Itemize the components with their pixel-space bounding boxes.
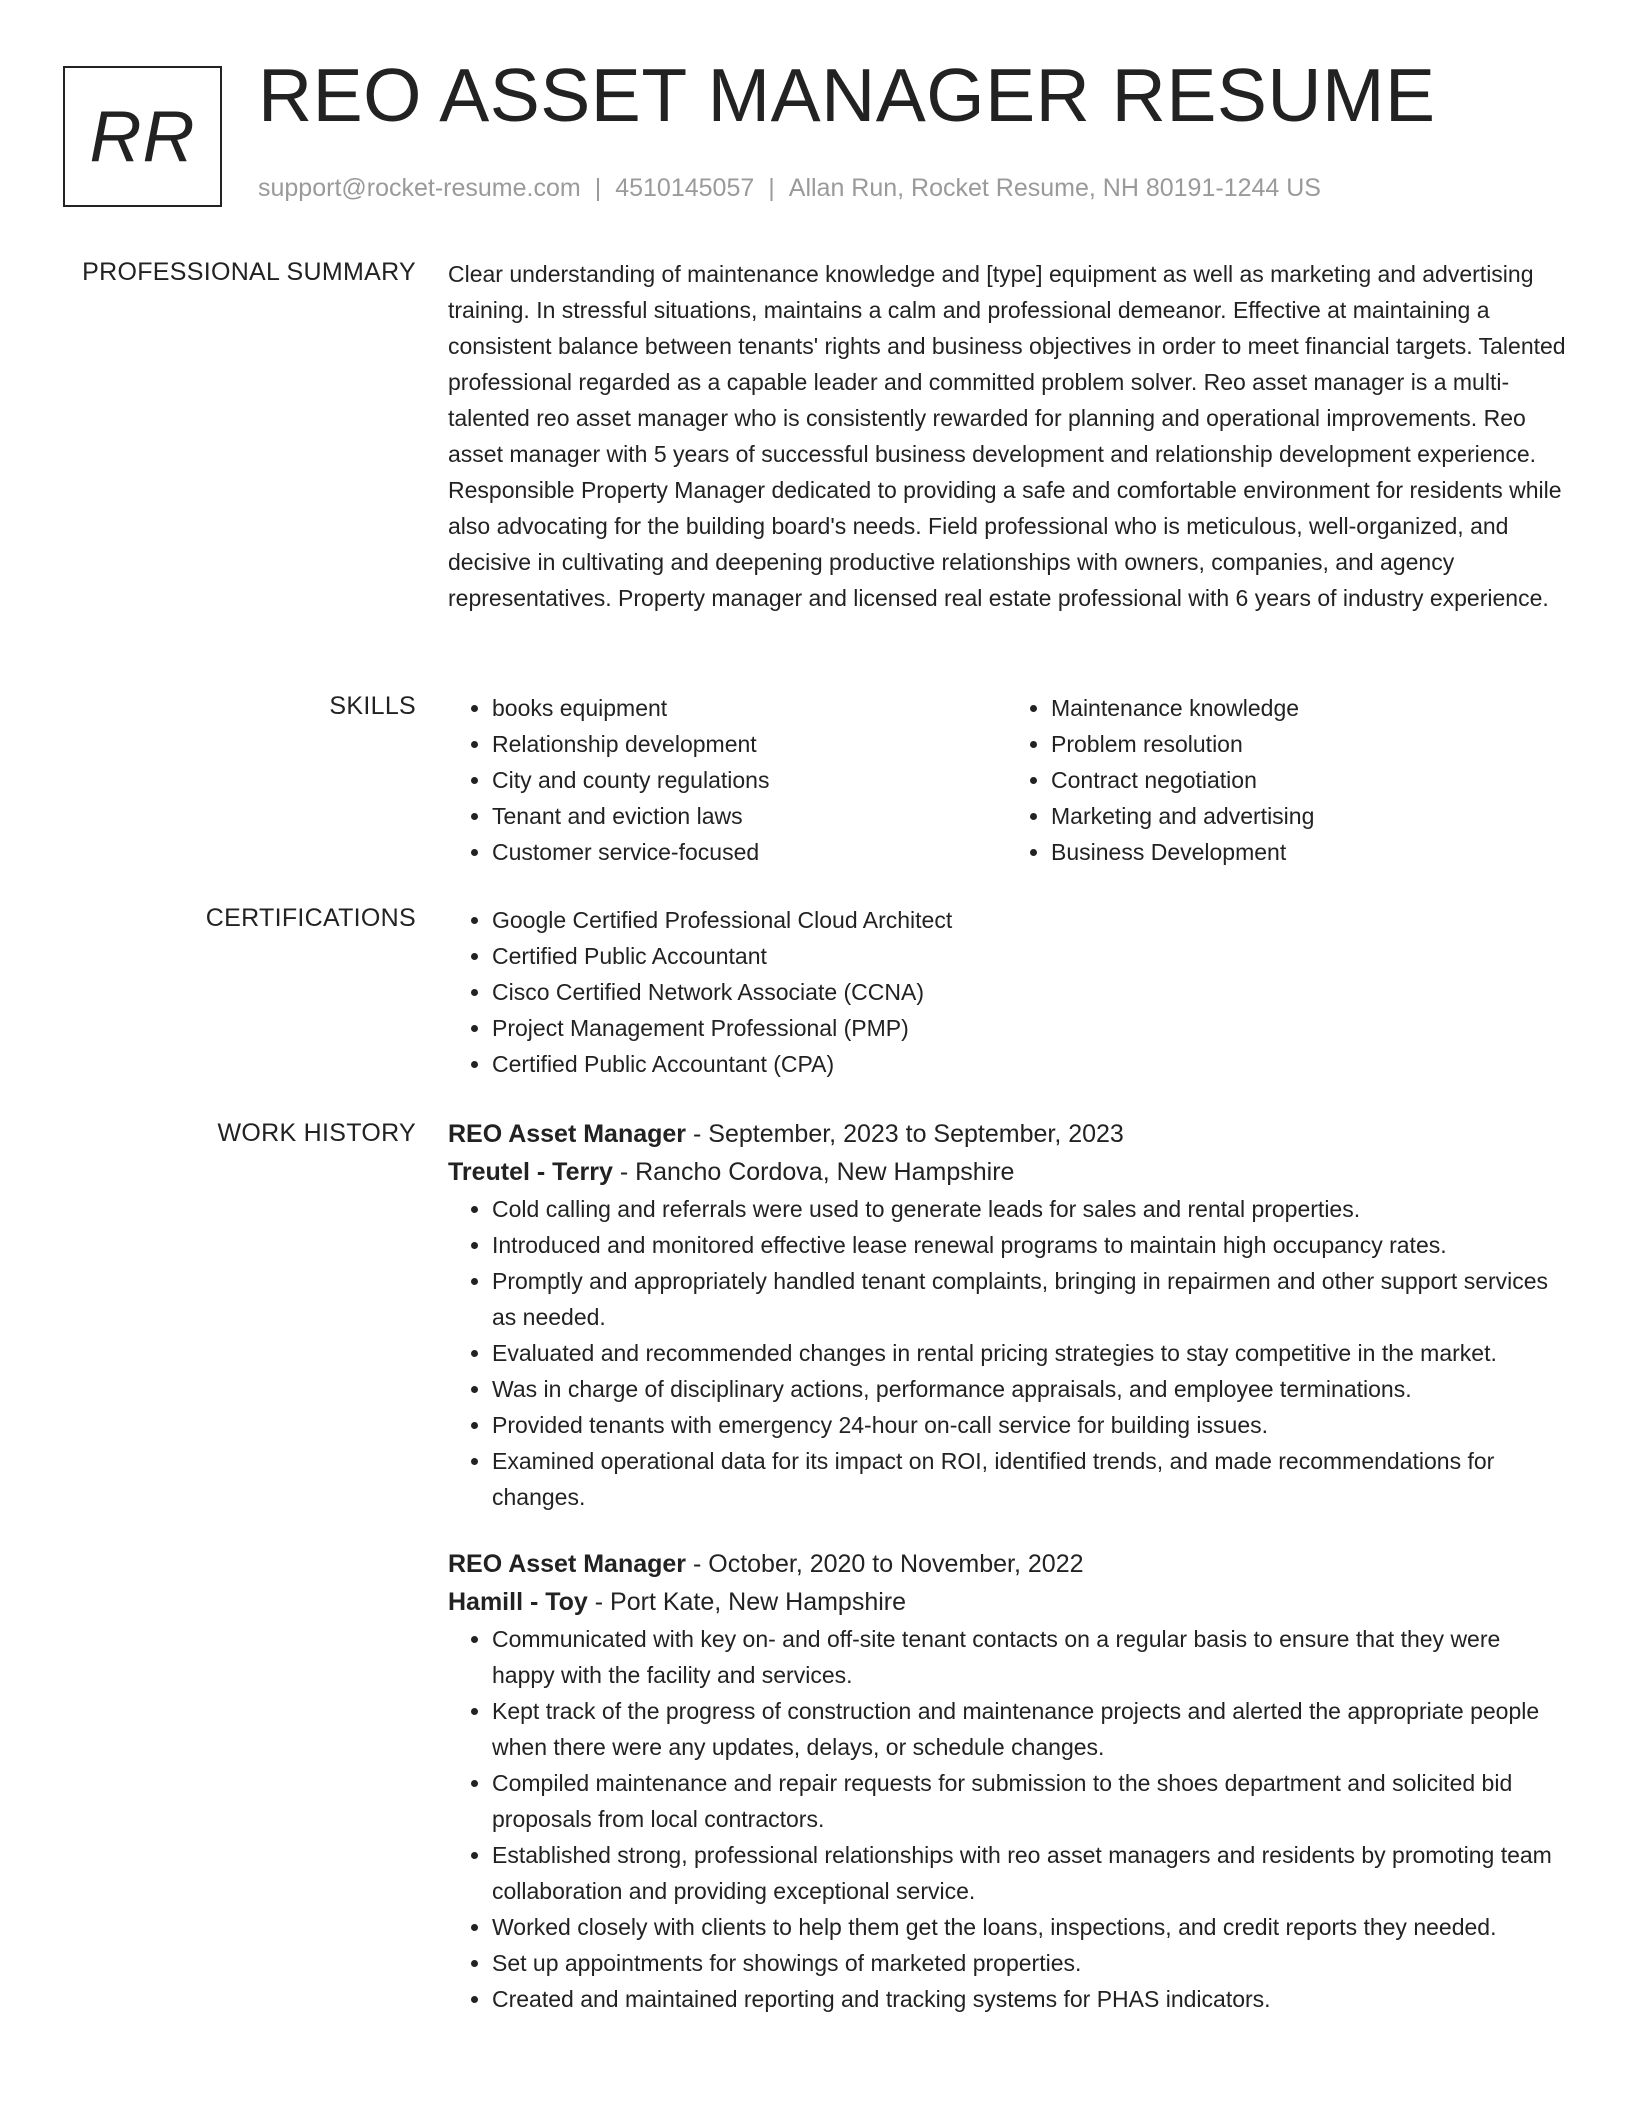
job-entry	[448, 1115, 1566, 1515]
job-bullet: • Cold calling and referrals were used to generate leads for sales and rental properties.	[492, 1191, 1566, 1227]
certification-item: • Project Management Professional (PMP)	[492, 1010, 1566, 1046]
certifications-body	[448, 902, 1566, 1082]
job-title: REO Asset Manager	[448, 1550, 687, 1578]
skills-grid	[448, 690, 1566, 870]
job-entry	[448, 1545, 1566, 2017]
skill-item: • Tenant and eviction laws	[492, 798, 1007, 834]
job-company-line	[448, 1583, 1566, 1621]
job-bullets	[448, 1191, 1566, 1515]
job-bullet: • Compiled maintenance and repair requests for submission to the shoes department and solicited bid proposals from local contractors.	[492, 1765, 1566, 1837]
job-dates: - September, 2023 to September, 2023	[686, 1120, 1124, 1148]
section-label: SKILLS	[329, 692, 416, 720]
monogram-initials: RR	[89, 96, 196, 177]
job-bullet: • Introduced and monitored effective lease renewal programs to maintain high occupancy rates.	[492, 1227, 1566, 1263]
job-dates: - October, 2020 to November, 2022	[686, 1550, 1084, 1578]
section-label: PROFESSIONAL SUMMARY	[82, 258, 416, 286]
certification-item: • Google Certified Professional Cloud Architect	[492, 902, 1566, 938]
section-label: CERTIFICATIONS	[205, 904, 416, 932]
skill-item: • Marketing and advertising	[1051, 798, 1566, 834]
job-company: Treutel - Terry	[448, 1158, 613, 1186]
contact-phone[interactable]: 4510145057	[615, 174, 755, 202]
summary-text: Clear understanding of maintenance knowledge and [type] equipment as well as marketing and advertising training. In stressful situations, maintains a calm and professional demeanor. Effective at maintaining a consistent balance between tenants' rights and business objectives in order to meet financial targets. Talented professional regarded as a capable leader and committed problem solver. Reo asset manager is a multi-talented reo asset manager who is consistently rewarded for planning and operational improvements. Reo asset manager with 5 years of successful business development and relationship development experience. Responsible Property Manager dedicated to providing a safe and comfortable environment for residents while also advocating for the building board's needs. Field professional who is meticulous, well-organized, and decisive in cultivating and deepening productive relationships with owners, companies, and agency representatives. Property manager and licensed real estate professional with 6 years of industry experience.	[448, 261, 1566, 611]
contact-email[interactable]: support@rocket-resume.com	[258, 174, 581, 202]
skill-item: • Contract negotiation	[1051, 762, 1566, 798]
contact-separator: |	[594, 174, 602, 202]
skill-item: • Maintenance knowledge	[1051, 690, 1566, 726]
job-bullet: • Set up appointments for showings of marketed properties.	[492, 1945, 1566, 1981]
skill-item: • Relationship development	[492, 726, 1007, 762]
job-title: REO Asset Manager	[448, 1120, 687, 1148]
job-bullets	[448, 1621, 1566, 2017]
job-bullet: • Kept track of the progress of construction and maintenance projects and alerted the appropriate people when there were any updates, delays, or schedule changes.	[492, 1693, 1566, 1765]
job-location: - Port Kate, New Hampshire	[587, 1588, 907, 1616]
summary-body	[448, 256, 1566, 616]
job-company-line	[448, 1153, 1566, 1191]
skill-item: • City and county regulations	[492, 762, 1007, 798]
job-bullet: • Worked closely with clients to help them get the loans, inspections, and credit reports they needed.	[492, 1909, 1566, 1945]
certification-item: • Cisco Certified Network Associate (CCNA)	[492, 974, 1566, 1010]
skills-list-right	[1007, 690, 1566, 870]
work-history-body	[448, 1115, 1566, 2017]
skill-item: • Problem resolution	[1051, 726, 1566, 762]
skills-list-left	[448, 690, 1007, 870]
job-bullet: • Promptly and appropriately handled tenant complaints, bringing in repairmen and other support services as needed.	[492, 1263, 1566, 1335]
contact-separator: |	[768, 174, 775, 202]
skill-item: • Business Development	[1051, 834, 1566, 870]
job-bullet: • Examined operational data for its impact on ROI, identified trends, and made recommendations for changes.	[492, 1443, 1566, 1515]
certification-item: • Certified Public Accountant (CPA)	[492, 1046, 1566, 1082]
job-title-line	[448, 1545, 1566, 1583]
job-location: - Rancho Cordova, New Hampshire	[612, 1158, 1015, 1186]
contact-line	[258, 174, 1321, 203]
contact-address: Allan Run, Rocket Resume, NH 80191-1244 US	[788, 174, 1321, 202]
certification-item: • Certified Public Accountant	[492, 938, 1566, 974]
monogram-badge	[63, 66, 222, 207]
job-company: Hamill - Toy	[448, 1588, 588, 1616]
job-bullet: • Established strong, professional relationships with reo asset managers and residents by promoting team collaboration and providing exceptional service.	[492, 1837, 1566, 1909]
job-bullet: • Provided tenants with emergency 24-hour on-call service for building issues.	[492, 1407, 1566, 1443]
job-bullet: • Created and maintained reporting and tracking systems for PHAS indicators.	[492, 1981, 1566, 2017]
job-bullet: • Was in charge of disciplinary actions, performance appraisals, and employee terminations.	[492, 1371, 1566, 1407]
section-label: WORK HISTORY	[217, 1119, 416, 1147]
skill-item: • Customer service-focused	[492, 834, 1007, 870]
skills-body	[448, 690, 1566, 870]
resume-title: REO ASSET MANAGER RESUME	[258, 53, 1436, 137]
certifications-list	[448, 902, 1566, 1082]
skill-item: • books equipment	[492, 690, 1007, 726]
job-bullet: • Evaluated and recommended changes in rental pricing strategies to stay competitive in the market.	[492, 1335, 1566, 1371]
job-bullet: • Communicated with key on- and off-site tenant contacts on a regular basis to ensure that they were happy with the facility and services.	[492, 1621, 1566, 1693]
job-title-line	[448, 1115, 1566, 1153]
